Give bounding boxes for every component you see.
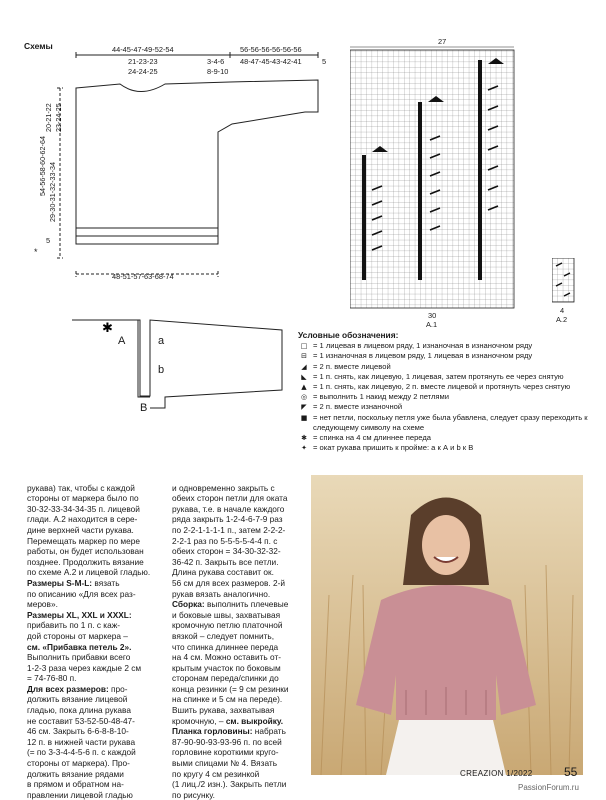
chart-top-count: 27	[438, 37, 447, 46]
k2tog-icon: ◢	[301, 362, 307, 371]
legend-item: ◢ = 2 п. вместе лицевой	[298, 362, 598, 372]
text-column-1: рукава) так, чтобы с каждой стороны от маркера было по 30-32-33-34-34-35 п. лицевой глади. А.2 находится в сере- дине верхней части рукава. Перемещать маркер по мере работы, он будет использован позднее. Продолжить вязание по схеме А.2 и лицевой гладью. Размеры S-M-L: вязать по описанию «Для всех раз- меров». Размеры XL, XXL и XXXL: прибавить по 1 п. с каж- дой стороны от маркера – см. «Прибавка петель 2». Выполнить прибавки всего 1-2-3 раза через каждые 2 см = 74-76-80 п. Для всех размеров: про- должить вязание лицевой гладью, пока длина рукава не составит 53-52-50-48-47- 46 см. Закрыть 6-6-8-8-10- 12 п. в нижней части рукава (= по 3-3-4-4-5-6 п. с каждой стороны от маркера). Про- должить вязание рядами в прямом и обратном на- правлении лицевой гладью	[27, 482, 151, 800]
letter-a: a	[158, 335, 165, 347]
knit-icon: □	[300, 342, 308, 351]
dim-height-total: 54-56-58-60-62-64	[38, 136, 47, 196]
sew-icon: ✦	[301, 444, 307, 453]
double-decrease-icon: ▲	[301, 383, 307, 392]
star-icon: ✱	[301, 434, 307, 443]
watermark: PassionForum.ru	[518, 783, 579, 792]
legend-item: ⊟ = 1 изнаночная в лицевом ряду, 1 лицевая в изнаночном ряду	[298, 351, 598, 361]
chart-label-a2: A.2	[556, 315, 568, 324]
legend-item: ◣ = 1 п. снять, как лицевую, 1 лицевая, затем протянуть ее через снятую	[298, 372, 598, 382]
dim-bottom-width: 48-51-57-63-68-74	[112, 272, 174, 281]
legend-item: ◤ = 2 п. вместе изнаночной	[298, 402, 598, 412]
legend-item: □ = 1 лицевая в лицевом ряду, 1 изнаночная в изнаночном ряду	[298, 341, 598, 351]
letter-A: A	[118, 335, 126, 347]
skpo-icon: ◣	[301, 372, 307, 381]
letter-B: B	[140, 402, 148, 414]
legend-item: ✦ = окат рукава пришить к пройме: а к А и b к В	[298, 443, 598, 453]
letter-b: b	[158, 364, 165, 376]
star-note: *	[34, 247, 38, 257]
p2tog-icon: ◤	[301, 403, 307, 412]
legend-item: ■ = нет петли, поскольку петля уже была убавлена, следует сразу переходить к следующему символу на схеме	[298, 413, 598, 433]
dim-rib: 5	[46, 236, 51, 245]
text-column-2: и одновременно закрыть с обеих сторон петли для оката рукава, т.е. в начале каждого ряда закрыть 1-2-4-6-7-9 раз по 2-2-1-1-1-1 п., затем 2-2-2- 2-2-1 раз по 5-5-5-5-4-4 п. с обеих сторон = 34-30-32-32- 36-42 п. Закрыть все петли. Длина рукава составит ок. 56 см для всех размеров. 2-й рукав вязать аналогично. Сборка: выполнить плечевые и боковые швы, захватывая кромочную петлю платочной вязкой – следует помнить, что спинка длиннее переда на 4 см. Можно оставить от- крытым участок по боковым сторонам переда/спинки до конца резинки (= 9 см резинки на спинке и 5 см на переде). Вшить рукава, захватывая кромочную, – см. выкройку. Планка горловины: набрать 87-90-90-93-93-96 п. по всей горловине короткими круго- выми спицами № 4. Вязать по кругу 4 см резинкой (1 лиц./2 изн.). Закрыть петли по рисунку.	[172, 482, 289, 800]
rib-line	[76, 228, 218, 244]
yarn-over-icon: ◎	[300, 393, 308, 402]
dim-armhole-2: 23-24-25	[54, 103, 63, 132]
chart-bottom-count: 30	[428, 311, 437, 320]
garment-schematic	[0, 0, 340, 470]
dim-sleeve-cuff: 5	[322, 57, 327, 66]
footer-magazine: CREAZION 1/2022	[460, 769, 533, 778]
chart-a2	[552, 258, 576, 306]
model-photo	[311, 475, 583, 775]
dim-shoulder-drop: 3-4-6	[207, 57, 225, 66]
dim-sleeve-length: 56-56-56-56-56-56	[240, 45, 302, 54]
chart-a2-count: 4	[560, 306, 565, 315]
legend-item: ▲ = 1 п. снять, как лицевую, 2 п. вместе лицевой и протянуть через снятую	[298, 382, 598, 392]
legend-item: ✱ = спинка на 4 см длиннее переда	[298, 433, 598, 443]
dim-armhole: 20-21-22	[44, 103, 53, 132]
section-title: Схемы	[24, 41, 53, 51]
legend	[298, 330, 598, 453]
dim-sleeve-length-2: 48-47-45-43-42-41	[240, 57, 302, 66]
chart-a1	[350, 40, 530, 320]
page-number: 55	[564, 765, 578, 779]
no-stitch-icon: ■	[300, 413, 308, 422]
dim-body-length: 29-30-31-32-33-34	[48, 162, 57, 222]
purl-icon: ⊟	[301, 352, 307, 361]
legend-item: ◎ = выполнить 1 накид между 2 петлями	[298, 392, 598, 402]
dim-top-width: 44-45-47-49-52-54	[112, 45, 174, 54]
dim-neck-width-2: 24-24-25	[128, 67, 158, 76]
chart-label-a1: A.1	[426, 320, 438, 329]
dim-shoulder-drop-2: 8-9-10	[207, 67, 229, 76]
legend-title: Условные обозначения:	[298, 330, 399, 340]
body-outline	[76, 80, 318, 228]
dim-neck-width: 21-23-23	[128, 57, 158, 66]
star-marker: ✱	[102, 320, 113, 335]
